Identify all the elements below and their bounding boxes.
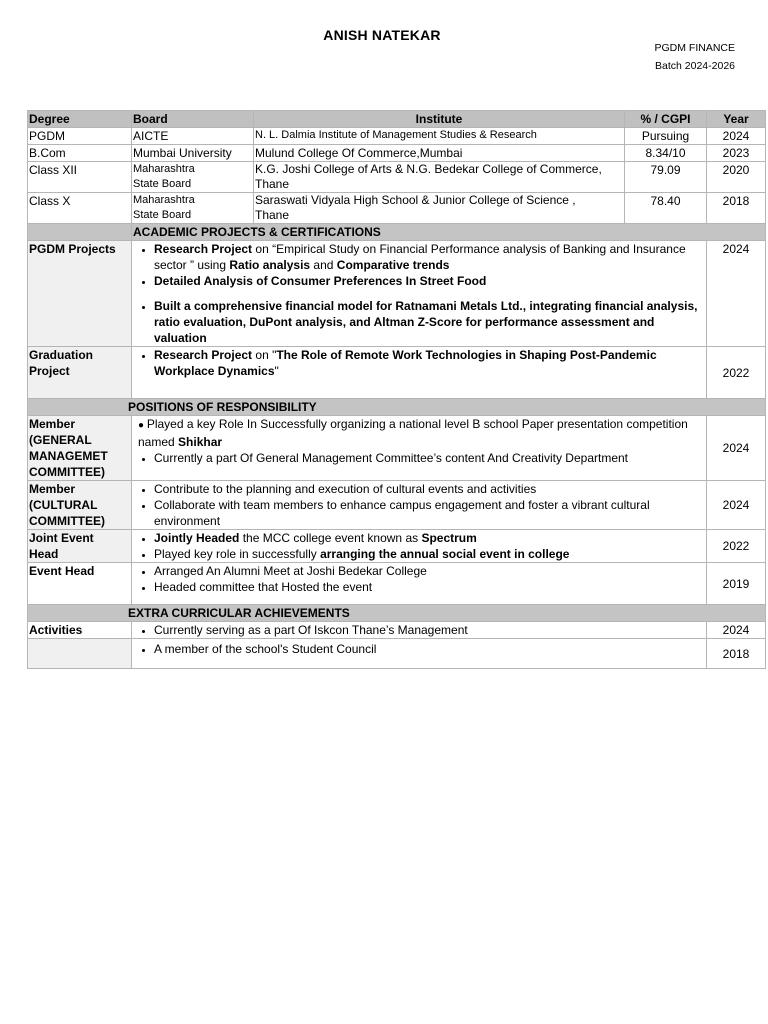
list-item: • Arranged An Alumni Meet at Joshi Bedekar College [154,563,705,579]
pgdm-projects-row [28,241,766,347]
row-label: Graduation Project [28,347,132,399]
list-item: • Detailed Analysis of Consumer Preferences In Street Food [154,273,705,289]
score-cell: 8.34/10 [625,145,707,162]
list-item: • Collaborate with team members to enhance campus engagement and foster a vibrant cultural environment [154,497,705,529]
list-item: • Headed committee that Hosted the event [154,579,705,595]
list-item: • Currently a part Of General Management Committee’s content And Creativity Department [154,450,705,466]
row-label: Joint Event Head [28,530,132,563]
graduation-project-row [28,347,766,399]
batch-label: Batch 2024-2026 [655,60,735,72]
col-degree: Degree [28,111,132,128]
gm-committee-row [28,416,766,481]
section-title: EXTRA CURRICULAR ACHIEVEMENTS [28,605,766,622]
institute-cell: N. L. Dalmia Institute of Management Studies & Research [254,128,625,145]
education-row-xii [28,162,766,193]
row-label: Member (CULTURAL COMMITTEE) [28,481,132,530]
list-item: • Research Project on “Empirical Study on Financial Performance analysis of Banking and Insurance sector ” using Ratio analysis and Comparative trends [154,241,705,273]
year-cell: 2024 [707,622,766,639]
row-content [132,416,707,481]
list-item: • Built a comprehensive financial model for Ratnamani Metals Ltd., integrating financial analysis, ratio evaluation, DuPont analysis, and Altman Z-Score for performance assessment and valuation [154,298,705,346]
year-cell: 2024 [707,481,766,530]
activities-row-1 [28,622,766,639]
col-year: Year [707,111,766,128]
degree-cell: B.Com [28,145,132,162]
row-content [132,347,707,399]
row-content [132,530,707,563]
row-label: PGDM Projects [28,241,132,347]
resume-table [27,110,766,669]
year-cell: 2024 [707,241,766,347]
year-cell: 2022 [707,530,766,563]
row-label: Member (GENERAL MANAGEMET COMMITTEE) [28,416,132,481]
section-title: POSITIONS OF RESPONSIBILITY [28,399,766,416]
board-line: State Board [133,178,192,190]
list-item: ● Played a key Role In Successfully organizing a national level B school Paper presentation competition named Shikhar [138,417,688,449]
institute-cell [254,193,625,224]
list-item: • A member of the school's Student Council [154,641,705,657]
institute-line: Saraswati Vidyala High School & Junior College of Science , [255,193,576,207]
year-cell: 2019 [707,563,766,605]
year-cell: 2018 [707,639,766,669]
list-item: • Jointly Headed the MCC college event known as Spectrum [154,530,705,546]
degree-cell: Class XII [28,162,132,193]
list-item: • Currently serving as a part Of Iskcon Thane’s Management [154,622,705,638]
board-line: State Board [133,209,192,221]
score-cell: Pursuing [625,128,707,145]
year-cell: 2018 [707,193,766,224]
section-positions [28,399,766,416]
section-title: ACADEMIC PROJECTS & CERTIFICATIONS [132,224,766,241]
degree-cell: PGDM [28,128,132,145]
score-cell: 78.40 [625,193,707,224]
col-score: % / CGPI [625,111,707,128]
section-projects [28,224,766,241]
joint-event-head-row [28,530,766,563]
board-cell [132,193,254,224]
education-row-bcom [28,145,766,162]
col-board: Board [132,111,254,128]
list-item: • Research Project on "The Role of Remote Work Technologies in Shaping Post-Pandemic Workplace Dynamics" [154,347,705,379]
row-label-empty [28,639,132,669]
board-cell: Mumbai University [132,145,254,162]
score-cell: 79.09 [625,162,707,193]
board-line: Maharashtra [133,163,195,175]
col-institute: Institute [254,111,625,128]
row-label: Event Head [28,563,132,605]
institute-line: Thane [255,177,290,191]
row-content [132,622,707,639]
activities-row-2 [28,639,766,669]
candidate-name: ANISH NATEKAR [323,27,441,43]
row-content [132,639,707,669]
row-label: Activities [28,622,132,639]
program-label: PGDM FINANCE [654,42,735,54]
education-row-x [28,193,766,224]
year-cell: 2024 [707,128,766,145]
year-cell: 2020 [707,162,766,193]
list-item: • Played key role in successfully arranging the annual social event in college [154,546,705,562]
year-cell: 2022 [707,347,766,399]
institute-cell [254,162,625,193]
list-item: • Contribute to the planning and execution of cultural events and activities [154,481,705,497]
row-content [132,241,707,347]
year-cell: 2024 [707,416,766,481]
education-row-pgdm [28,128,766,145]
board-line: Maharashtra [133,194,195,206]
board-cell [132,162,254,193]
education-header-row [28,111,766,128]
section-extra [28,605,766,622]
year-cell: 2023 [707,145,766,162]
institute-line: Thane [255,208,290,222]
degree-cell: Class X [28,193,132,224]
board-cell: AICTE [132,128,254,145]
institute-line: K.G. Joshi College of Arts & N.G. Bedekar College of Commerce, [255,162,602,176]
cultural-committee-row [28,481,766,530]
institute-cell: Mulund College Of Commerce,Mumbai [254,145,625,162]
event-head-row [28,563,766,605]
row-content [132,481,707,530]
row-content [132,563,707,605]
